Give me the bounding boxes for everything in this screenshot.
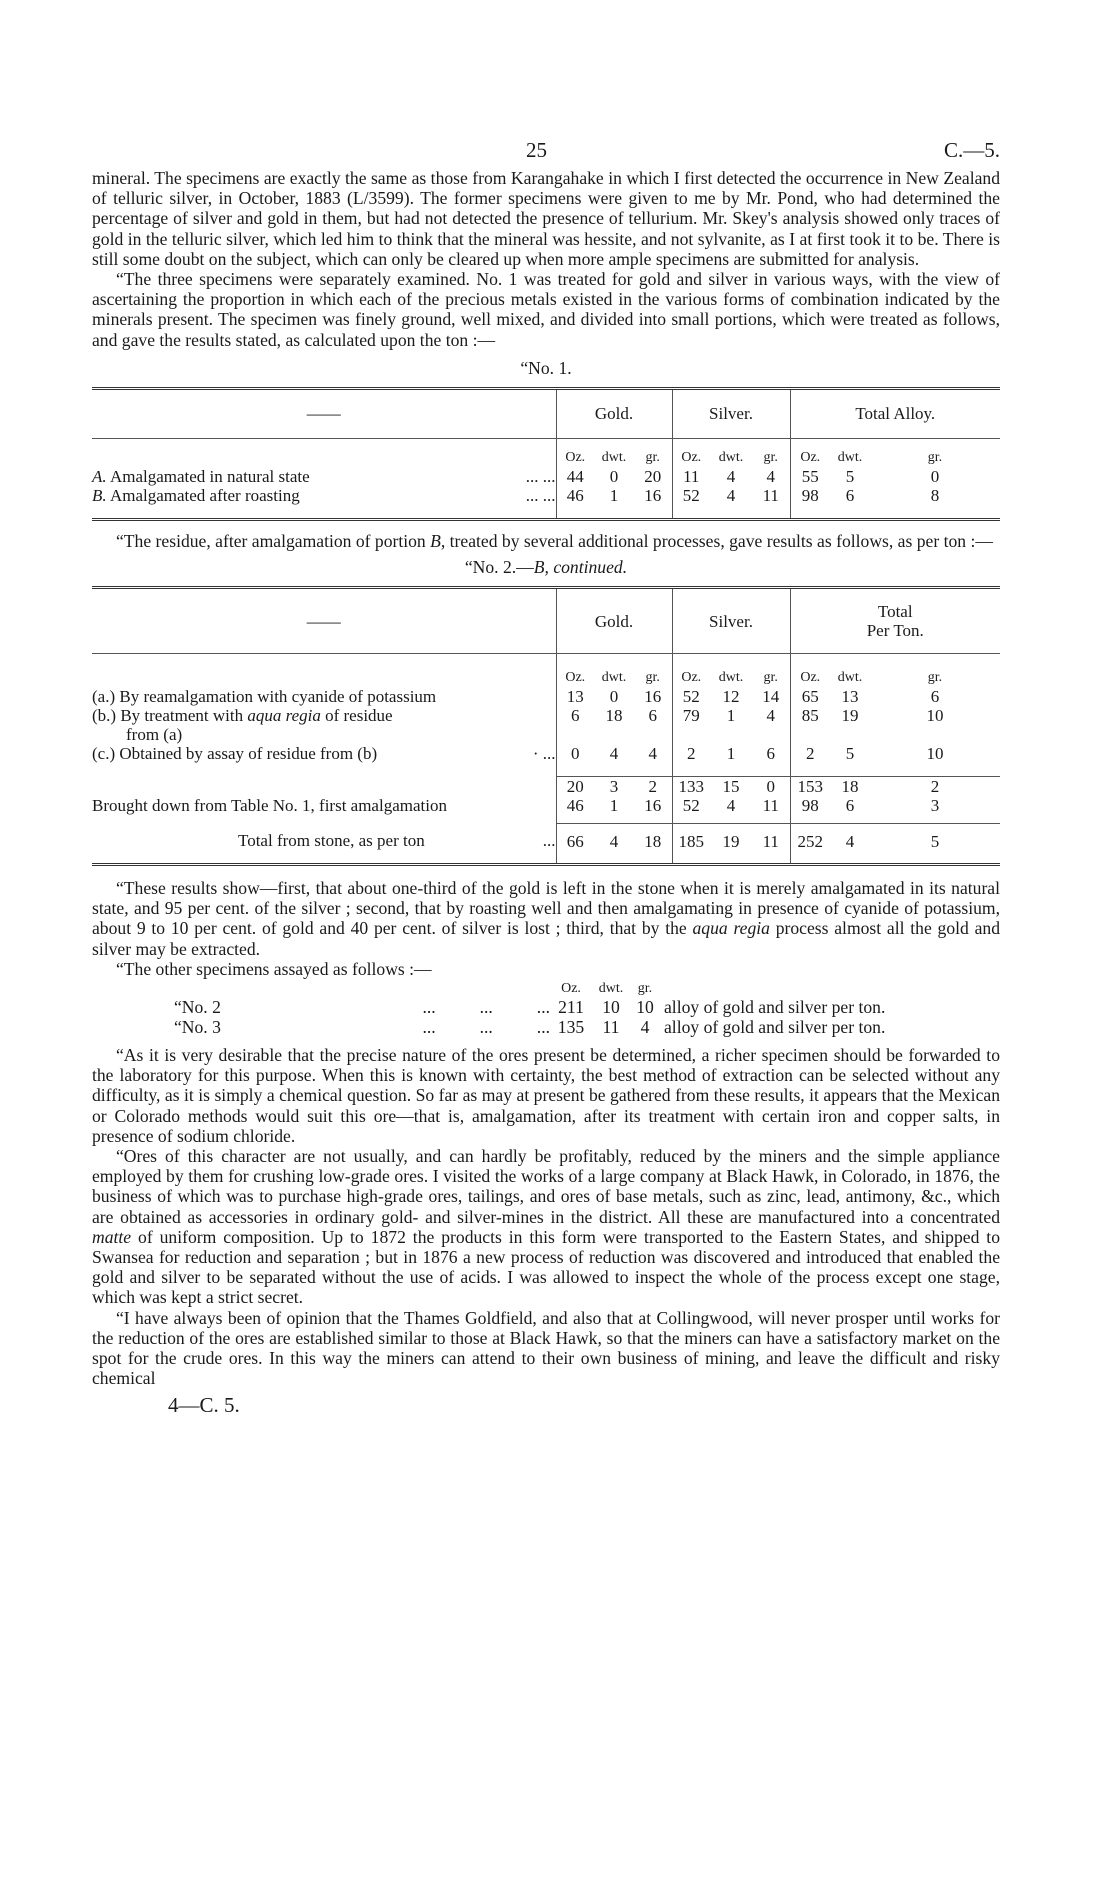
page-header [92,138,1000,168]
table-row: A. Amalgamated in natural state ... ... 44 0 20 11 4 4 55 5 0 [92,467,940,487]
signature-mark: 4—C. 5. [168,1392,240,1417]
unit-oz: Oz. [556,668,594,687]
paragraph-8: “I have always been of opinion that the Thames Goldfield, and also that at Collingwood, will never prosper until works for the reduction of the ores are established similar to those at Black Hawk, so that the miners can have a satisfactory market on the spot for the crude ores. In this way the miners can attend to their own business of mining, and leave the difficult and risky chemical [92,1307,1000,1389]
table-row: (a.) By reamalgamation with cyanide of potassium 13 0 16 52 12 14 65 13 6 [92,686,940,706]
unit-dwt: dwt. [837,450,863,466]
table-1-header-total: Total Alloy. [790,388,1000,438]
document-page [92,0,1000,1418]
unit-oz: Oz. [672,668,710,687]
unit-dwt: dwt. [837,669,863,685]
unit-gr: gr. [763,669,778,685]
table-2 [92,586,1000,866]
paragraph-5: “The other specimens assayed as follows :— [116,958,432,979]
unit-gr: gr. [927,669,943,685]
unit-gr: gr. [763,450,778,466]
table-1 [92,387,1000,521]
unit-dwt: dwt. [718,669,744,685]
paragraph-7: “Ores of this character are not usually, and can hardly be profitably, reduced by the miners and the simple appliance employed by them for crushing low-grade ores. I visited the works of a large company at Black Hawk, in Colorado, in 1876, the business of which was to purchase high-grade ores, tailings, and ores of base metals, such as zinc, lead, antimony, &c., which are obtained as accessories in ordinary gold- and silver-mines in the district. All these are manufactured into a concentrated matte of uniform composition. Up to 1872 the products in this form were transported to the Eastern States, and shipped to Swansea for reduction and separation ; but in 1876 a new process of reduction was discovered and introduced that enabled the gold and silver to be separated without the use of acids. I was allowed to inspect the whole of the process except one stage, which was kept a strict secret. [92,1146,1000,1308]
table-1-dash: —— [92,388,556,438]
paragraph-6: “As it is very desirable that the precise nature of the ores present be determined, a richer specimen should be forwarded to the laboratory for this purpose. When this is known with certainty, the best method of extraction can be selected without any difficulty, as it is simply a chemical question. So far as may at present be gathered from these results, it appears that the Mexican or Colorado methods would suit this ore—that is, amalgamation, after its treatment with certain iron and copper salts, in presence of sodium chloride. [92,1045,1000,1146]
assay-list: Oz. dwt. gr. “No. 2 ... ... ... 211 10 10 alloy of gold and silver per ton. “No. 3 ... ... ... 135 11 4 alloy of gold and silver per ton. [92,981,1000,1037]
brought-down-row: Brought down from Table No. 1, first amalgamation 46 1 16 52 4 11 98 6 3 [92,796,940,816]
unit-gr: gr. [645,450,660,466]
table-2-caption: “No. 2.—B, continued. [464,557,628,578]
unit-dwt: dwt. [718,450,744,466]
paragraph-4: “These results show—first, that about one-third of the gold is left in the stone when it is merely amalgamated in its natural state, and 95 per cent. of the silver ; second, that by roasting well and then amalgamating in presence of cyanide of potassium, about 9 to 10 per cent. of gold and 40 per cent. of silver is lost ; third, that by the aqua regia process almost all the gold and silver may be extracted. [92,878,1000,959]
unit-gr: gr. [927,450,943,466]
unit-oz: Oz. [790,668,830,687]
total-row: Total from stone, as per ton ... 66 4 18 185 19 11 252 4 5 [92,823,1000,851]
unit-gr: gr. [645,669,660,685]
paragraph-2: “The three specimens were separately examined. No. 1 was treated for gold and silver in various ways, with the view of ascertaining the proportion in which each of the precious metals existed in the various forms of combination indicated by the minerals present. The specimen was finely ground, well mixed, and divided into small portions, which were treated as follows, and gave the results stated, as calculated upon the ton :— [92,269,1000,350]
table-row: (b.) By treatment with aqua regia of residue from (a) 6 18 6 79 1 4 85 19 10 [92,705,944,744]
table-row: B. Amalgamated after roasting ... ... 46 1 16 52 4 11 98 6 8 [92,486,940,506]
table-1-header-silver: Silver. [672,388,790,438]
unit-oz: Oz. [790,448,830,467]
page-number: 25 [526,138,547,162]
list-item: “No. 2 ... ... ... 211 10 10 alloy of gold and silver per ton. [174,997,886,1018]
table-2-header-gold: Gold. [556,588,672,654]
unit-oz: Oz. [672,448,710,467]
unit-dwt: dwt. [601,450,627,466]
table-1-header-gold: Gold. [556,388,672,438]
unit-dwt: dwt. [601,669,627,685]
table-row: (c.) Obtained by assay of residue from (b) · ... 0 4 4 2 1 6 2 5 10 [92,743,944,763]
subtotal-row: 20 3 2 133 15 0 153 18 2 [92,777,1000,797]
table-2-header-silver: Silver. [672,588,790,654]
list-item: “No. 3 ... ... ... 135 11 4 alloy of gold and silver per ton. [174,1017,886,1038]
paragraph-1: mineral. The specimens are exactly the same as those from Karangahake in which I first detected the occurrence in New Zealand of telluric silver, in October, 1883 (L/3599). The former specimens were given to me by Mr. Pond, who had determined the percentage of silver and gold in them, but had not detected the presence of tellurium. Mr. Skey's analysis showed only traces of gold in the telluric silver, which led him to think that the mineral was hessite, and not sylvanite, as I at first took it to be. There is still some doubt on the subject, which can only be cleared up when more ample specimens are submitted for analysis. [92,168,1000,269]
unit-oz: Oz. [556,448,594,467]
table-2-dash: —— [92,588,556,654]
document-reference: C.—5. [943,138,1000,162]
table-2-header-total: Total Per Ton. [790,588,1000,654]
paragraph-3: “The residue, after amalgamation of portion B, treated by several additional processes, gave results as follows, as per ton :— [116,530,993,551]
table-1-caption: “No. 1. [520,357,572,378]
